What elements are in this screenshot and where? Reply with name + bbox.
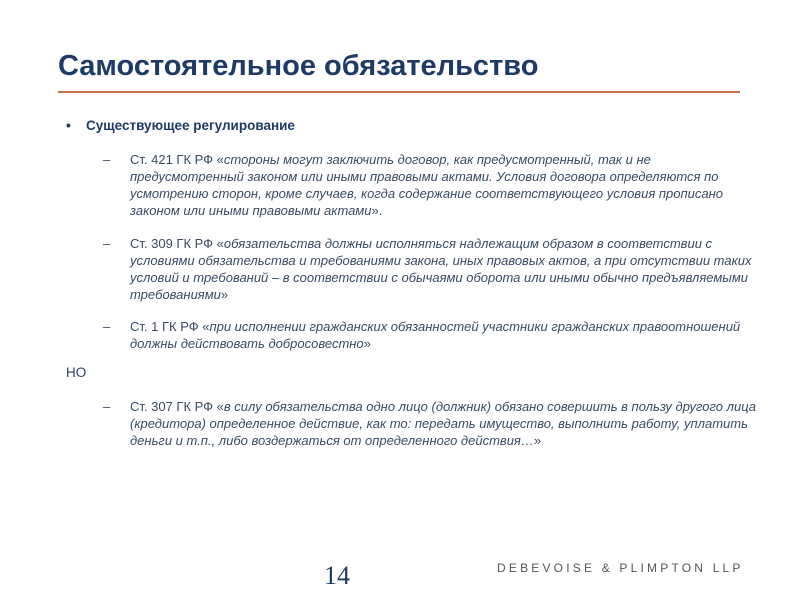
- quote-close: ».: [371, 203, 383, 218]
- dash-icon: –: [103, 399, 111, 414]
- quote-close: »: [533, 433, 542, 448]
- list-item-text: [130, 151, 763, 219]
- dash-icon: –: [103, 319, 111, 334]
- list-item-article-1: [103, 318, 763, 352]
- slide-title: Самостоятельное обязательство: [58, 50, 539, 82]
- article-quote: при исполнении гражданских обязанностей участники гражданских правоотношений должны действовать добросовестно: [130, 319, 741, 351]
- article-quote: обязательства должны исполняться надлежащим образом в соответствии с условиями обязательства и требованиями закона, иных правовых актов, а при отсутствии таких условий и требований – в соответствии с обычаями оборота или иными обычно предъявляемыми требованиями: [130, 236, 752, 302]
- article-quote: в силу обязательства одно лицо (должник) обязано совершить в пользу другого лица (кредитора) определенное действие, как то: передать имущество, выполнить работу, уплатить деньги и т.п., либо воздержаться от определенного действия…: [130, 399, 757, 448]
- article-quote: стороны могут заключить договор, как предусмотренный, так и не предусмотренный законом или иными правовыми актами. Условия договора определяются по усмотрению сторон, кроме случаев, когда содержание соответствующего условия прописано законом или иными правовыми актами: [130, 152, 723, 218]
- bullet-label: Существующее регулирование: [86, 118, 295, 133]
- list-item-text: [130, 398, 763, 449]
- list-item-article-307: [103, 398, 763, 449]
- article-reference: Ст. 309 ГК РФ «: [130, 236, 224, 251]
- bullet-icon: •: [66, 117, 71, 133]
- list-item-text: [130, 235, 763, 303]
- article-reference: Ст. 1 ГК РФ «: [130, 319, 210, 334]
- article-reference: Ст. 421 ГК РФ «: [130, 152, 224, 167]
- dash-icon: –: [103, 236, 111, 251]
- list-item-article-421: [103, 151, 763, 219]
- bullet-existing-regulation: [66, 117, 295, 133]
- article-reference: Ст. 307 ГК РФ «: [130, 399, 224, 414]
- quote-close: »: [220, 287, 229, 302]
- but-label: НО: [66, 365, 87, 380]
- dash-icon: –: [103, 152, 111, 167]
- quote-close: »: [363, 336, 371, 351]
- page-number: 14: [324, 561, 350, 590]
- firm-logo: DEBEVOISE & PLIMPTON LLP: [497, 561, 744, 575]
- list-item-article-309: [103, 235, 763, 303]
- list-item-text: [130, 318, 763, 352]
- title-divider: [58, 91, 740, 93]
